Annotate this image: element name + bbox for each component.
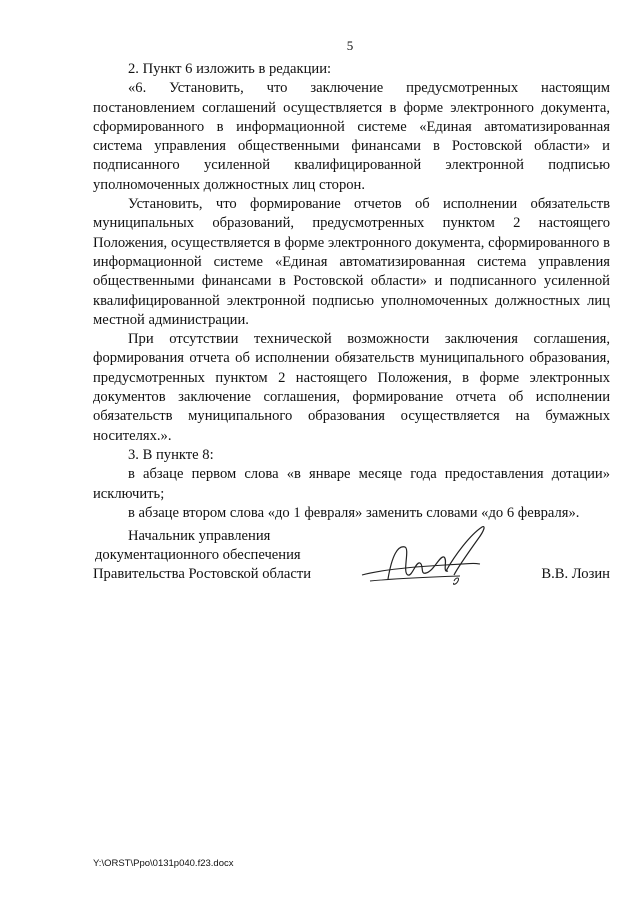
paragraph-second-abzac: в абзаце втором слова «до 1 февраля» заменить словами «до 6 февраля». — [128, 504, 580, 521]
paragraph-item-2: 2. Пункт 6 изложить в редакции: — [128, 61, 332, 77]
signer-name: В.В. Лозин — [541, 566, 610, 582]
paragraph-reports: Установить, что формирование отчетов об исполнении обязательств муниципальных образований, предусмотренных пунктом 2 настоящего Положения, осуществляется в форме электронного документа, сформированного в информационной системе «Единая автоматизированная система управления общественными финансами в Ростовской области» и подписанного усиленной квалифицированной электронной подписью уполномоченных должностных лиц местной администрации. — [93, 196, 610, 328]
handwritten-signature-icon — [350, 515, 495, 595]
document-body — [93, 60, 610, 523]
paragraph-item-3: 3. В пункте 8: — [128, 446, 214, 463]
file-path-footer: Y:\ORST\Ppo\0131p040.f23.docx — [93, 858, 234, 869]
paragraph-paper-fallback: При отсутствии технической возможности заключения соглашения, формирования отчета об исполнении обязательств муниципального образования, предусмотренных пунктом 2 настоящего Положения, в форме электронных документов заключение соглашения, формирование отчета об исполнении обязательств муниципального образования осуществляется на бумажных носителях.». — [93, 331, 610, 444]
paragraph-item-6-text: «6. Установить, что заключение предусмотренных настоящим постановлением соглашений осуществляется в форме электронного документа, сформированного в информационной системе «Единая автоматизированная система управления общественными финансами в Ростовской области» и подписанного усиленной квалифицированной электронной подписью уполномоченных должностных лиц сторон. — [93, 80, 610, 193]
signer-title-line1: Начальник управления — [128, 528, 271, 544]
paragraph-first-abzac: в абзаце первом слова «в январе месяце года предоставления дотации» исключить; — [93, 466, 610, 502]
signer-title-line3: Правительства Ростовской области — [93, 566, 312, 582]
signer-title-line2: документационного обеспечения — [95, 547, 301, 563]
page-number: 5 — [346, 38, 354, 53]
